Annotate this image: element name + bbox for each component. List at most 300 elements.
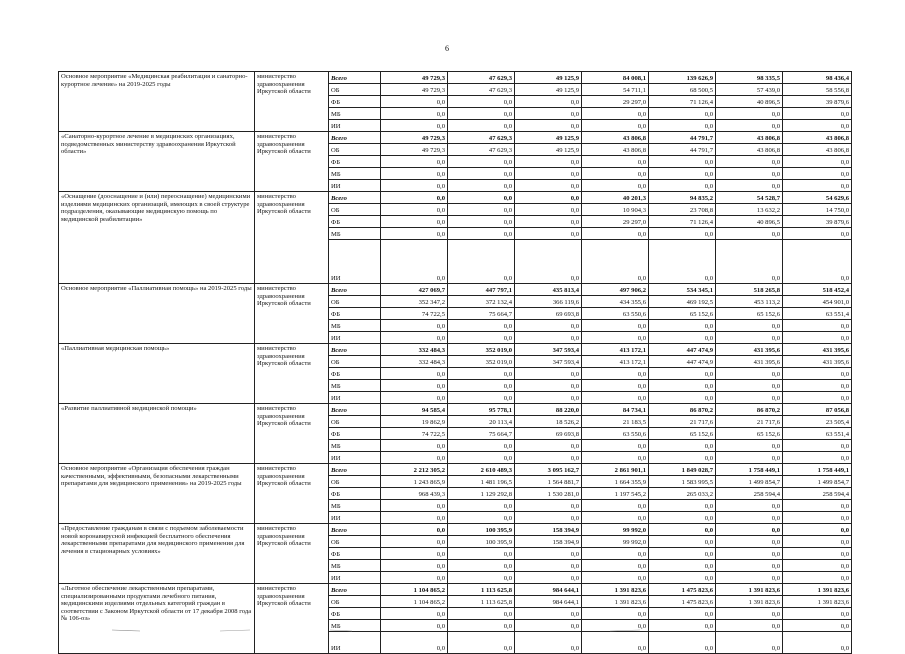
amount-cell: 0,0 xyxy=(783,392,852,404)
amount-cell: 0,0 xyxy=(649,168,716,180)
amount-cell: 0,0 xyxy=(381,240,448,284)
amount-cell: 1 104 865,2 xyxy=(381,596,448,608)
funding-source: ОБ xyxy=(329,356,381,368)
amount-cell: 372 132,4 xyxy=(448,296,515,308)
amount-cell: 0,0 xyxy=(515,368,582,380)
amount-cell: 1 113 625,8 xyxy=(448,596,515,608)
amount-cell: 454 901,0 xyxy=(783,296,852,308)
amount-cell: 0,0 xyxy=(381,108,448,120)
table-row xyxy=(59,344,852,356)
amount-cell: 0,0 xyxy=(716,512,783,524)
funding-source: ФБ xyxy=(329,308,381,320)
amount-cell: 0,0 xyxy=(649,156,716,168)
amount-cell: 0,0 xyxy=(649,620,716,632)
table-row xyxy=(59,464,852,476)
amount-cell: 1 113 625,8 xyxy=(448,584,515,596)
amount-cell: 0,0 xyxy=(716,380,783,392)
funding-source: Всего xyxy=(329,192,381,204)
amount-cell: 47 629,3 xyxy=(448,72,515,84)
amount-cell: 0,0 xyxy=(649,120,716,132)
amount-cell: 74 722,5 xyxy=(381,428,448,440)
amount-cell: 1 481 196,5 xyxy=(448,476,515,488)
amount-cell: 94 835,2 xyxy=(649,192,716,204)
table-row xyxy=(59,284,852,296)
funding-source: ОБ xyxy=(329,84,381,96)
amount-cell: 0,0 xyxy=(783,320,852,332)
funding-source: ИИ xyxy=(329,180,381,192)
amount-cell: 0,0 xyxy=(649,512,716,524)
amount-cell: 19 862,9 xyxy=(381,416,448,428)
funding-source: Всего xyxy=(329,284,381,296)
amount-cell: 0,0 xyxy=(381,452,448,464)
amount-cell: 0,0 xyxy=(783,632,852,654)
amount-cell: 453 113,2 xyxy=(716,296,783,308)
amount-cell: 0,0 xyxy=(649,560,716,572)
amount-cell: 0,0 xyxy=(783,380,852,392)
amount-cell: 0,0 xyxy=(515,240,582,284)
amount-cell: 0,0 xyxy=(716,524,783,536)
amount-cell: 0,0 xyxy=(716,120,783,132)
amount-cell: 0,0 xyxy=(649,572,716,584)
amount-cell: 0,0 xyxy=(381,96,448,108)
amount-cell: 0,0 xyxy=(515,572,582,584)
amount-cell: 71 126,4 xyxy=(649,96,716,108)
amount-cell: 13 632,2 xyxy=(716,204,783,216)
amount-cell: 0,0 xyxy=(649,368,716,380)
table-row xyxy=(59,524,852,536)
budget-table xyxy=(58,71,852,654)
amount-cell: 47 629,3 xyxy=(448,132,515,144)
amount-cell: 100 395,9 xyxy=(448,524,515,536)
amount-cell: 497 906,2 xyxy=(582,284,649,296)
amount-cell: 2 610 489,3 xyxy=(448,464,515,476)
activity-name: «Развитие паллиативной медицинской помощи» xyxy=(59,404,255,464)
amount-cell: 0,0 xyxy=(716,572,783,584)
amount-cell: 39 879,6 xyxy=(783,216,852,228)
amount-cell: 469 192,5 xyxy=(649,296,716,308)
table-row xyxy=(59,404,852,416)
responsible-executor: министерство здравоохранения Иркутской области xyxy=(255,404,329,464)
amount-cell: 21 717,6 xyxy=(716,416,783,428)
funding-source: МБ xyxy=(329,500,381,512)
amount-cell: 43 806,8 xyxy=(582,144,649,156)
amount-cell: 0,0 xyxy=(649,108,716,120)
amount-cell: 347 593,4 xyxy=(515,356,582,368)
amount-cell: 1 664 355,9 xyxy=(582,476,649,488)
amount-cell: 14 750,0 xyxy=(783,204,852,216)
amount-cell: 0,0 xyxy=(515,204,582,216)
amount-cell: 435 813,4 xyxy=(515,284,582,296)
amount-cell: 0,0 xyxy=(716,228,783,240)
responsible-executor: министерство здравоохранения Иркутской области xyxy=(255,132,329,192)
amount-cell: 0,0 xyxy=(716,500,783,512)
funding-source: ОБ xyxy=(329,296,381,308)
amount-cell: 0,0 xyxy=(582,108,649,120)
amount-cell: 0,0 xyxy=(448,548,515,560)
page-number: 6 xyxy=(445,44,449,53)
amount-cell: 0,0 xyxy=(582,380,649,392)
amount-cell: 0,0 xyxy=(716,156,783,168)
funding-source: Всего xyxy=(329,584,381,596)
amount-cell: 0,0 xyxy=(716,168,783,180)
amount-cell: 0,0 xyxy=(783,524,852,536)
activity-name: «Льготное обеспечение лекарственными препаратами, специализированными продуктами лечебного питания, медицинскими изделиями отдельных категорий граждан в соответствии с Законом Иркутской области от 17 декабря 2008 года № 106-оз» xyxy=(59,584,255,654)
amount-cell: 63 551,4 xyxy=(783,428,852,440)
responsible-executor: министерство здравоохранения Иркутской области xyxy=(255,284,329,344)
amount-cell: 0,0 xyxy=(515,608,582,620)
activity-name: «Паллиативная медицинская помощь» xyxy=(59,344,255,404)
amount-cell: 44 791,7 xyxy=(649,132,716,144)
amount-cell: 968 439,3 xyxy=(381,488,448,500)
amount-cell: 0,0 xyxy=(783,620,852,632)
amount-cell: 0,0 xyxy=(381,320,448,332)
amount-cell: 0,0 xyxy=(649,524,716,536)
amount-cell: 54 711,1 xyxy=(582,84,649,96)
amount-cell: 427 069,7 xyxy=(381,284,448,296)
amount-cell: 84 008,1 xyxy=(582,72,649,84)
amount-cell: 69 693,8 xyxy=(515,308,582,320)
amount-cell: 0,0 xyxy=(515,320,582,332)
amount-cell: 71 126,4 xyxy=(649,216,716,228)
amount-cell: 0,0 xyxy=(582,452,649,464)
amount-cell: 0,0 xyxy=(448,108,515,120)
amount-cell: 63 551,4 xyxy=(783,308,852,320)
amount-cell: 0,0 xyxy=(381,332,448,344)
amount-cell: 0,0 xyxy=(582,156,649,168)
amount-cell: 0,0 xyxy=(649,440,716,452)
amount-cell: 58 556,8 xyxy=(783,84,852,96)
activity-name: Основное мероприятие «Организация обеспечения граждан качественными, эффективными, безопасными лекарственными препаратами для медицинского применения» на 2019-2025 годы xyxy=(59,464,255,524)
amount-cell: 0,0 xyxy=(448,240,515,284)
funding-source: ОБ xyxy=(329,476,381,488)
amount-cell: 0,0 xyxy=(716,452,783,464)
amount-cell: 0,0 xyxy=(448,320,515,332)
amount-cell: 1 391 823,6 xyxy=(783,584,852,596)
responsible-executor: министерство здравоохранения Иркутской области xyxy=(255,344,329,404)
amount-cell: 75 664,7 xyxy=(448,428,515,440)
funding-source: МБ xyxy=(329,380,381,392)
amount-cell: 20 113,4 xyxy=(448,416,515,428)
amount-cell: 1 391 823,6 xyxy=(716,584,783,596)
amount-cell: 0,0 xyxy=(448,500,515,512)
amount-cell: 434 355,6 xyxy=(582,296,649,308)
amount-cell: 1 499 854,7 xyxy=(716,476,783,488)
amount-cell: 29 297,0 xyxy=(582,216,649,228)
amount-cell: 0,0 xyxy=(381,368,448,380)
amount-cell: 0,0 xyxy=(582,620,649,632)
amount-cell: 75 664,7 xyxy=(448,308,515,320)
amount-cell: 2 212 305,2 xyxy=(381,464,448,476)
amount-cell: 0,0 xyxy=(582,560,649,572)
amount-cell: 0,0 xyxy=(783,240,852,284)
amount-cell: 0,0 xyxy=(381,620,448,632)
amount-cell: 0,0 xyxy=(448,440,515,452)
amount-cell: 21 183,5 xyxy=(582,416,649,428)
funding-source: МБ xyxy=(329,228,381,240)
responsible-executor: министерство здравоохранения Иркутской области xyxy=(255,192,329,284)
funding-source: МБ xyxy=(329,108,381,120)
funding-source: Всего xyxy=(329,344,381,356)
amount-cell: 0,0 xyxy=(381,512,448,524)
amount-cell: 94 585,4 xyxy=(381,404,448,416)
amount-cell: 1 243 865,9 xyxy=(381,476,448,488)
amount-cell: 29 297,0 xyxy=(582,96,649,108)
amount-cell: 447 474,9 xyxy=(649,344,716,356)
amount-cell: 0,0 xyxy=(515,120,582,132)
funding-source: МБ xyxy=(329,168,381,180)
amount-cell: 1 391 823,6 xyxy=(582,584,649,596)
funding-source: ФБ xyxy=(329,368,381,380)
amount-cell: 0,0 xyxy=(783,548,852,560)
table-row xyxy=(59,72,852,84)
amount-cell: 0,0 xyxy=(515,512,582,524)
amount-cell: 86 870,2 xyxy=(649,404,716,416)
amount-cell: 99 992,0 xyxy=(582,524,649,536)
amount-cell: 88 220,0 xyxy=(515,404,582,416)
amount-cell: 0,0 xyxy=(381,192,448,204)
amount-cell: 0,0 xyxy=(515,216,582,228)
amount-cell: 0,0 xyxy=(448,204,515,216)
amount-cell: 0,0 xyxy=(582,168,649,180)
amount-cell: 44 791,7 xyxy=(649,144,716,156)
amount-cell: 0,0 xyxy=(783,168,852,180)
amount-cell: 0,0 xyxy=(649,500,716,512)
amount-cell: 1 129 292,8 xyxy=(448,488,515,500)
amount-cell: 0,0 xyxy=(381,380,448,392)
amount-cell: 0,0 xyxy=(448,120,515,132)
amount-cell: 0,0 xyxy=(649,240,716,284)
amount-cell: 40 201,3 xyxy=(582,192,649,204)
amount-cell: 0,0 xyxy=(716,620,783,632)
amount-cell: 0,0 xyxy=(649,452,716,464)
amount-cell: 431 395,6 xyxy=(783,344,852,356)
amount-cell: 413 172,1 xyxy=(582,356,649,368)
amount-cell: 0,0 xyxy=(716,632,783,654)
amount-cell: 54 528,7 xyxy=(716,192,783,204)
amount-cell: 49 125,9 xyxy=(515,132,582,144)
amount-cell: 0,0 xyxy=(783,536,852,548)
amount-cell: 49 125,9 xyxy=(515,144,582,156)
amount-cell: 18 526,2 xyxy=(515,416,582,428)
amount-cell: 0,0 xyxy=(515,380,582,392)
amount-cell: 0,0 xyxy=(515,452,582,464)
amount-cell: 1 197 545,2 xyxy=(582,488,649,500)
amount-cell: 0,0 xyxy=(381,500,448,512)
amount-cell: 47 629,3 xyxy=(448,84,515,96)
amount-cell: 0,0 xyxy=(582,240,649,284)
amount-cell: 0,0 xyxy=(381,548,448,560)
amount-cell: 69 693,8 xyxy=(515,428,582,440)
funding-source: МБ xyxy=(329,560,381,572)
amount-cell: 0,0 xyxy=(582,228,649,240)
amount-cell: 0,0 xyxy=(783,368,852,380)
amount-cell: 431 395,6 xyxy=(716,356,783,368)
amount-cell: 0,0 xyxy=(649,380,716,392)
amount-cell: 0,0 xyxy=(448,452,515,464)
funding-source: ОБ xyxy=(329,204,381,216)
amount-cell: 0,0 xyxy=(649,392,716,404)
amount-cell: 0,0 xyxy=(783,608,852,620)
amount-cell: 0,0 xyxy=(515,156,582,168)
amount-cell: 0,0 xyxy=(649,548,716,560)
amount-cell: 65 152,6 xyxy=(716,428,783,440)
amount-cell: 0,0 xyxy=(515,108,582,120)
amount-cell: 1 391 823,6 xyxy=(783,596,852,608)
amount-cell: 1 530 281,0 xyxy=(515,488,582,500)
funding-source: ФБ xyxy=(329,548,381,560)
amount-cell: 100 395,9 xyxy=(448,536,515,548)
funding-source: Всего xyxy=(329,72,381,84)
amount-cell: 984 644,1 xyxy=(515,596,582,608)
amount-cell: 0,0 xyxy=(448,180,515,192)
activity-name: «Предоставление гражданам в связи с подъемом заболеваемости новой коронавирусной инфекцией бесплатного обеспечения лекарственными препаратами для медицинского применения для лечения в стационарных условиях» xyxy=(59,524,255,584)
amount-cell: 49 729,3 xyxy=(381,72,448,84)
funding-source: ОБ xyxy=(329,144,381,156)
amount-cell: 0,0 xyxy=(783,500,852,512)
amount-cell: 0,0 xyxy=(649,536,716,548)
responsible-executor: министерство здравоохранения Иркутской области xyxy=(255,72,329,132)
responsible-executor: министерство здравоохранения Иркутской области xyxy=(255,464,329,524)
funding-source: ФБ xyxy=(329,488,381,500)
amount-cell: 57 439,0 xyxy=(716,84,783,96)
amount-cell: 43 806,8 xyxy=(582,132,649,144)
funding-source: ФБ xyxy=(329,96,381,108)
funding-source: ИИ xyxy=(329,240,381,284)
amount-cell: 0,0 xyxy=(783,512,852,524)
amount-cell: 0,0 xyxy=(381,632,448,654)
activity-name: «Оснащение (дооснащение и (или) переоснащение) медицинскими изделиями медицинских организаций, имеющих в своей структуре подразделения, оказывающие медицинскую помощь по медицинской реабилитации» xyxy=(59,192,255,284)
amount-cell: 0,0 xyxy=(582,332,649,344)
amount-cell: 1 104 865,2 xyxy=(381,584,448,596)
amount-cell: 0,0 xyxy=(783,572,852,584)
amount-cell: 1 564 881,7 xyxy=(515,476,582,488)
activity-name: Основное мероприятие «Паллиативная помощь» на 2019-2025 годы xyxy=(59,284,255,344)
funding-source: ИИ xyxy=(329,512,381,524)
amount-cell: 1 758 449,1 xyxy=(716,464,783,476)
amount-cell: 518 265,8 xyxy=(716,284,783,296)
activity-name: «Санаторно-курортное лечение в медицинских организациях, подведомственных министерству здравоохранения Иркутской области» xyxy=(59,132,255,192)
amount-cell: 0,0 xyxy=(515,96,582,108)
amount-cell: 0,0 xyxy=(515,168,582,180)
funding-source: ФБ xyxy=(329,608,381,620)
amount-cell: 3 095 162,7 xyxy=(515,464,582,476)
amount-cell: 139 626,9 xyxy=(649,72,716,84)
funding-source: ИИ xyxy=(329,392,381,404)
amount-cell: 0,0 xyxy=(381,120,448,132)
amount-cell: 0,0 xyxy=(716,440,783,452)
amount-cell: 40 896,5 xyxy=(716,216,783,228)
amount-cell: 49 125,9 xyxy=(515,72,582,84)
amount-cell: 0,0 xyxy=(448,380,515,392)
activity-name: Основное мероприятие «Медицинская реабилитация и санаторно-курортное лечение» на 2019-2025 годы xyxy=(59,72,255,132)
amount-cell: 0,0 xyxy=(448,156,515,168)
amount-cell: 0,0 xyxy=(716,320,783,332)
amount-cell: 84 734,1 xyxy=(582,404,649,416)
amount-cell: 352 347,2 xyxy=(381,296,448,308)
amount-cell: 0,0 xyxy=(381,572,448,584)
amount-cell: 99 992,0 xyxy=(582,536,649,548)
amount-cell: 0,0 xyxy=(649,320,716,332)
amount-cell: 0,0 xyxy=(783,440,852,452)
amount-cell: 0,0 xyxy=(716,536,783,548)
amount-cell: 0,0 xyxy=(582,572,649,584)
amount-cell: 39 879,6 xyxy=(783,96,852,108)
funding-source: ИИ xyxy=(329,332,381,344)
amount-cell: 0,0 xyxy=(582,512,649,524)
amount-cell: 0,0 xyxy=(381,156,448,168)
amount-cell: 0,0 xyxy=(783,180,852,192)
amount-cell: 43 806,8 xyxy=(783,132,852,144)
amount-cell: 0,0 xyxy=(582,120,649,132)
amount-cell: 43 806,8 xyxy=(716,144,783,156)
funding-source: ФБ xyxy=(329,216,381,228)
amount-cell: 518 452,4 xyxy=(783,284,852,296)
amount-cell: 0,0 xyxy=(448,216,515,228)
amount-cell: 0,0 xyxy=(716,108,783,120)
amount-cell: 352 019,0 xyxy=(448,344,515,356)
amount-cell: 68 500,5 xyxy=(649,84,716,96)
budget-table-body xyxy=(59,72,852,654)
amount-cell: 0,0 xyxy=(381,204,448,216)
amount-cell: 0,0 xyxy=(716,548,783,560)
amount-cell: 0,0 xyxy=(381,536,448,548)
amount-cell: 447 474,9 xyxy=(649,356,716,368)
amount-cell: 413 172,1 xyxy=(582,344,649,356)
amount-cell: 0,0 xyxy=(783,108,852,120)
amount-cell: 0,0 xyxy=(716,560,783,572)
amount-cell: 0,0 xyxy=(448,228,515,240)
table-row xyxy=(59,192,852,204)
amount-cell: 49 729,3 xyxy=(381,144,448,156)
amount-cell: 0,0 xyxy=(448,512,515,524)
amount-cell: 23 708,8 xyxy=(649,204,716,216)
amount-cell: 0,0 xyxy=(448,368,515,380)
funding-source: ИИ xyxy=(329,632,381,654)
amount-cell: 258 594,4 xyxy=(716,488,783,500)
amount-cell: 0,0 xyxy=(381,392,448,404)
amount-cell: 47 629,3 xyxy=(448,144,515,156)
amount-cell: 431 395,6 xyxy=(783,356,852,368)
amount-cell: 0,0 xyxy=(381,228,448,240)
funding-source: Всего xyxy=(329,524,381,536)
funding-source: Всего xyxy=(329,132,381,144)
amount-cell: 74 722,5 xyxy=(381,308,448,320)
amount-cell: 0,0 xyxy=(515,192,582,204)
amount-cell: 0,0 xyxy=(448,96,515,108)
amount-cell: 0,0 xyxy=(381,180,448,192)
amount-cell: 65 152,6 xyxy=(716,308,783,320)
amount-cell: 258 594,4 xyxy=(783,488,852,500)
amount-cell: 98 335,5 xyxy=(716,72,783,84)
amount-cell: 0,0 xyxy=(716,180,783,192)
amount-cell: 352 019,0 xyxy=(448,356,515,368)
amount-cell: 0,0 xyxy=(515,332,582,344)
amount-cell: 0,0 xyxy=(448,332,515,344)
amount-cell: 0,0 xyxy=(515,392,582,404)
amount-cell: 0,0 xyxy=(649,332,716,344)
amount-cell: 0,0 xyxy=(448,392,515,404)
amount-cell: 0,0 xyxy=(783,332,852,344)
amount-cell: 2 861 901,1 xyxy=(582,464,649,476)
amount-cell: 0,0 xyxy=(448,192,515,204)
funding-source: ИИ xyxy=(329,572,381,584)
funding-source: Всего xyxy=(329,464,381,476)
funding-source: ИИ xyxy=(329,452,381,464)
amount-cell: 1 849 028,7 xyxy=(649,464,716,476)
amount-cell: 1 583 995,5 xyxy=(649,476,716,488)
amount-cell: 0,0 xyxy=(381,168,448,180)
amount-cell: 0,0 xyxy=(582,632,649,654)
